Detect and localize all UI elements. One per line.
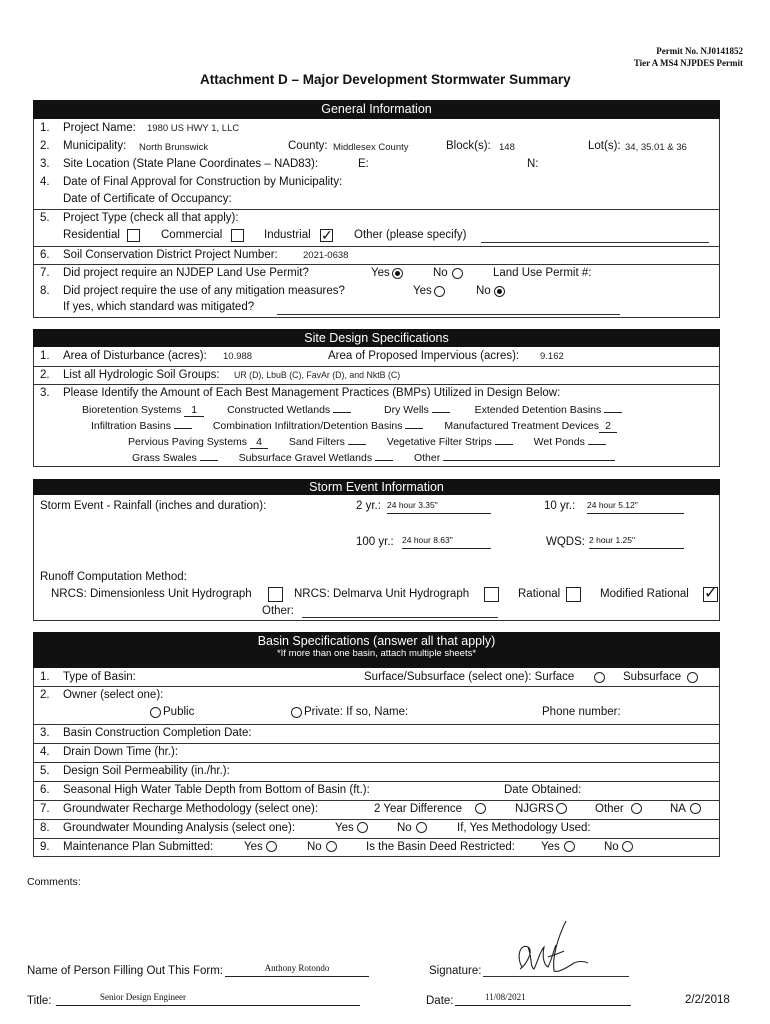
general-heading: General Information xyxy=(33,100,720,119)
title-label: Title: xyxy=(27,995,52,1007)
signature-label: Signature: xyxy=(429,965,482,977)
land-use-yes-radio[interactable] xyxy=(392,268,403,279)
basin-subheading: *If more than one basin, attach multiple sheets* xyxy=(276,648,477,659)
soil-groups-label: List all Hydrologic Soil Groups: xyxy=(63,369,220,381)
name-label: Name of Person Filling Out This Form: xyxy=(27,965,223,977)
certificate-occupancy-label: Date of Certificate of Occupancy: xyxy=(63,193,232,205)
form-revision-date: 2/2/2018 xyxy=(685,994,730,1006)
block-label: Block(s): xyxy=(446,140,491,152)
ten-year-value[interactable]: 24 hour 5.12" xyxy=(587,500,684,514)
two-year-difference-radio[interactable] xyxy=(475,803,486,814)
project-name-label: Project Name: xyxy=(63,122,136,134)
mitigation-standard-label: If yes, which standard was mitigated? xyxy=(63,301,255,313)
surface-radio[interactable] xyxy=(594,672,605,683)
methodology-label: If, Yes Methodology Used: xyxy=(457,822,591,834)
lot-value[interactable]: 34, 35.01 & 36 xyxy=(625,142,687,153)
maintenance-label: Maintenance Plan Submitted: xyxy=(63,841,214,853)
maintenance-no-radio[interactable] xyxy=(326,841,337,852)
basin-heading-bar xyxy=(33,632,720,668)
name-value[interactable]: Anthony Rotondo xyxy=(225,963,369,977)
northing-label: N: xyxy=(527,158,539,170)
lot-label: Lot(s): xyxy=(588,140,621,152)
two-year-value[interactable]: 24 hour 3.35" xyxy=(387,500,491,514)
bmp-row-3: Pervious Paving Systems 4 Sand Filters Vegetative Filter Strips Wet Ponds xyxy=(128,436,606,449)
basin-type-label: Type of Basin: xyxy=(63,671,136,683)
recharge-label: Groundwater Recharge Methodology (select one): xyxy=(63,803,319,815)
basin-heading: Basin Specifications (answer all that apply) xyxy=(257,634,496,648)
date-obtained-label: Date Obtained: xyxy=(504,784,582,796)
checkmark-icon: ✓ xyxy=(321,227,333,243)
county-label: County: xyxy=(288,140,328,152)
other-method-label: Other: xyxy=(262,605,294,617)
permit-number: Permit No. NJ0141852 xyxy=(656,46,743,56)
land-use-permit-question: Did project require an NJDEP Land Use Permit? xyxy=(63,267,309,279)
date-label: Date: xyxy=(426,995,454,1007)
water-table-label: Seasonal High Water Table Depth from Bottom of Basin (ft.): xyxy=(63,784,370,796)
mitigation-question: Did project require the use of any mitigation measures? xyxy=(63,285,345,297)
mitigation-yes-radio[interactable] xyxy=(434,286,445,297)
page-title: Attachment D – Major Development Stormwater Summary xyxy=(200,72,571,87)
county-value[interactable]: Middlesex County xyxy=(333,142,409,153)
scd-number-label: Soil Conservation District Project Number: xyxy=(63,249,278,261)
bmp-row-4: Grass Swales Subsurface Gravel Wetlands Other xyxy=(132,452,615,464)
land-use-permit-number-label: Land Use Permit #: xyxy=(493,267,592,279)
storm-heading: Storm Event Information xyxy=(33,479,720,495)
project-type-label: Project Type (check all that apply): xyxy=(63,212,239,224)
rational-checkbox[interactable] xyxy=(566,587,581,602)
commercial-label: Commercial xyxy=(161,229,223,241)
soil-groups-value[interactable]: UR (D), LbuB (C), FavAr (D), and NktB (C) xyxy=(234,370,401,380)
signature-image xyxy=(508,917,592,979)
nrcs-dimensionless-checkbox[interactable] xyxy=(268,587,283,602)
runoff-method-label: Runoff Computation Method: xyxy=(40,571,187,583)
block-value[interactable]: 148 xyxy=(499,142,515,153)
title-value[interactable]: Senior Design Engineer xyxy=(56,992,360,1006)
hundred-year-value[interactable]: 24 hour 8.63" xyxy=(402,535,491,549)
deed-yes-radio[interactable] xyxy=(564,841,575,852)
final-approval-label: Date of Final Approval for Construction by Municipality: xyxy=(63,176,343,188)
bmp-row-1: Bioretention Systems 1 Constructed Wetlands Dry Wells Extended Detention Basins xyxy=(82,404,622,417)
disturbance-value[interactable]: 10.988 xyxy=(223,351,253,362)
mitigation-no-radio[interactable] xyxy=(494,286,505,297)
na-radio[interactable] xyxy=(690,803,701,814)
mtd-value[interactable]: 2 xyxy=(599,420,617,433)
nrcs-delmarva-checkbox[interactable] xyxy=(484,587,499,602)
industrial-label: Industrial xyxy=(264,229,311,241)
disturbance-label: Area of Disturbance (acres): xyxy=(63,350,207,362)
mounding-no-radio[interactable] xyxy=(416,822,427,833)
residential-checkbox[interactable] xyxy=(127,229,140,242)
commercial-checkbox[interactable] xyxy=(231,229,244,242)
easting-label: E: xyxy=(358,158,369,170)
deed-no-radio[interactable] xyxy=(622,841,633,852)
bmp-label: Please Identify the Amount of Each Best Management Practices (BMPs) Utilized in Design Below: xyxy=(63,387,561,399)
checkmark-icon: ✓ xyxy=(704,585,718,602)
subsurface-radio[interactable] xyxy=(687,672,698,683)
bioretention-value[interactable]: 1 xyxy=(184,404,204,417)
municipality-label: Municipality: xyxy=(63,140,127,152)
pervious-paving-value[interactable]: 4 xyxy=(250,436,268,449)
municipality-value[interactable]: North Brunswick xyxy=(139,142,209,153)
other-specify-label: Other (please specify) xyxy=(354,229,467,241)
site-location-label: Site Location (State Plane Coordinates – NAD83): xyxy=(63,158,319,170)
njgrs-radio[interactable] xyxy=(556,803,567,814)
impervious-label: Area of Proposed Impervious (acres): xyxy=(328,350,520,362)
mounding-label: Groundwater Mounding Analysis (select one): xyxy=(63,822,296,834)
impervious-value[interactable]: 9.162 xyxy=(540,351,564,362)
other-recharge-radio[interactable] xyxy=(631,803,642,814)
bmp-row-2: Infiltration Basins Combination Infiltration/Detention Basins Manufactured Treatment Devices 2 xyxy=(91,420,617,433)
wqds-value[interactable]: 2 hour 1.25" xyxy=(589,535,684,549)
comments-label: Comments: xyxy=(27,876,81,888)
scd-number-value[interactable]: 2021-0638 xyxy=(303,250,349,261)
permeability-label: Design Soil Permeability (in./hr.): xyxy=(63,765,230,777)
rainfall-label: Storm Event - Rainfall (inches and duration): xyxy=(40,500,267,512)
project-name-value[interactable]: 1980 US HWY 1, LLC xyxy=(147,123,240,134)
phone-label: Phone number: xyxy=(542,706,621,718)
site-heading: Site Design Specifications xyxy=(33,329,720,347)
public-radio[interactable] xyxy=(150,707,161,718)
owner-label: Owner (select one): xyxy=(63,689,164,701)
private-radio[interactable] xyxy=(291,707,302,718)
maintenance-yes-radio[interactable] xyxy=(266,841,277,852)
mounding-yes-radio[interactable] xyxy=(357,822,368,833)
residential-label: Residential xyxy=(63,229,120,241)
completion-date-label: Basin Construction Completion Date: xyxy=(63,727,252,739)
deed-restricted-label: Is the Basin Deed Restricted: xyxy=(366,841,515,853)
date-value[interactable]: 11/08/2021 xyxy=(455,992,631,1006)
land-use-no-radio[interactable] xyxy=(452,268,463,279)
permit-type: Tier A MS4 NJPDES Permit xyxy=(633,58,743,68)
drain-down-label: Drain Down Time (hr.): xyxy=(63,746,179,758)
